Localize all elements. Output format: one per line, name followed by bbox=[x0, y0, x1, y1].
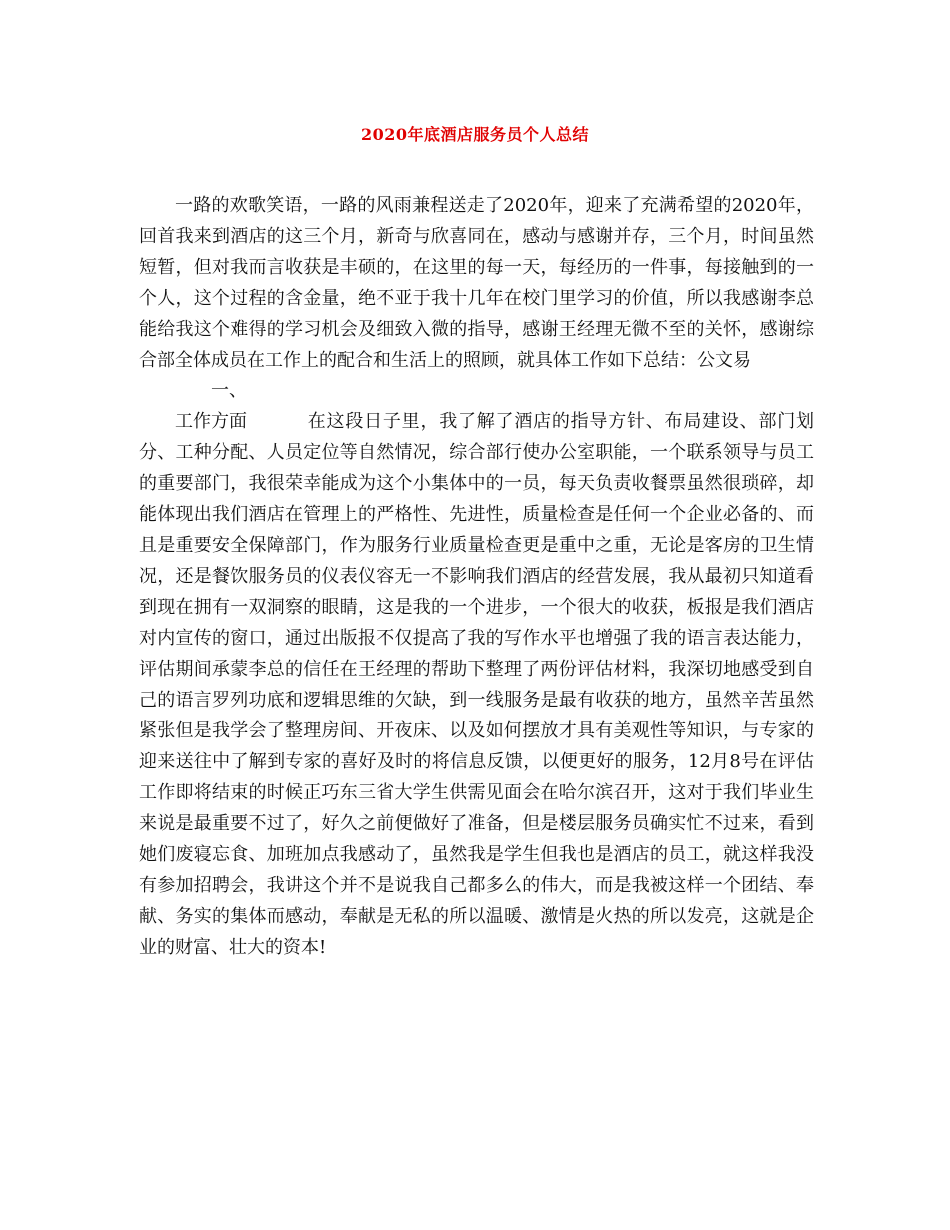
document-body bbox=[139, 191, 814, 964]
section-text: 在这段日子里，我了解了酒店的指导方针、布局建设、部门划分、工种分配、人员定位等自然情况，综合部行使办公室职能，一个联系领导与员工的重要部门，我很荣幸能成为这个小集体中的一员，每天负责收餐票虽然很琐碎，却能体现出我们酒店在管理上的严格性、先进性，质量检查是任何一个企业必备的、而且是重要安全保障部门，作为服务行业质量检查更是重中之重，无论是客房的卫生情况，还是餐饮服务员的仪表仪容无一不影响我们酒店的经营发展，我从最初只知道看到现在拥有一双洞察的眼睛，这是我的一个进步，一个很大的收获，板报是我们酒店对内宣传的窗口，通过出版报不仅提高了我的写作水平也增强了我的语言表达能力，评估期间承蒙李总的信任在王经理的帮助下整理了两份评估材料，我深切地感受到自己的语言罗列功底和逻辑思维的欠缺，到一线服务是最有收获的地方，虽然辛苦虽然紧张但是我学会了整理房间、开夜床、以及如何摆放才具有美观性等知识，与专家的迎来送往中了解到专家的喜好及时的将信息反馈，以便更好的服务，12月8号在评估工作即将结束的时候正巧东三省大学生供需见面会在哈尔滨召开，这对于我们毕业生来说是最重要不过了，好久之前便做好了准备，但是楼层服务员确实忙不过来，看到她们废寝忘食、加班加点我感动了，虽然我是学生但我也是酒店的员工，就这样我没有参加招聘会，我讲这个并不是说我自己都多么的伟大，而是我被这样一个团结、奉献、务实的集体而感动，奉献是无私的所以温暖、激情是火热的所以发亮，这就是企业的财富、壮大的资本! bbox=[139, 411, 814, 958]
intro-paragraph: 一路的欢歌笑语，一路的风雨兼程送走了2020年，迎来了充满希望的2020年，回首我来到酒店的这三个月，新奇与欣喜同在，感动与感谢并存，三个月，时间虽然短暂，但对我而言收获是丰硕的，在这里的每一天，每经历的一件事，每接触到的一个人，这个过程的含金量，绝不亚于我十几年在校门里学习的价值，所以我感谢李总能给我这个难得的学习机会及细致入微的指导，感谢王经理无微不至的关怀，感谢综合部全体成员在工作上的配合和生活上的照顾，就具体工作如下总结：公文易 bbox=[139, 195, 814, 371]
section-heading: 一、工作方面 bbox=[175, 380, 247, 433]
document-title: 2020年底酒店服务员个人总结 bbox=[360, 125, 590, 144]
work-section-paragraph bbox=[139, 376, 814, 963]
